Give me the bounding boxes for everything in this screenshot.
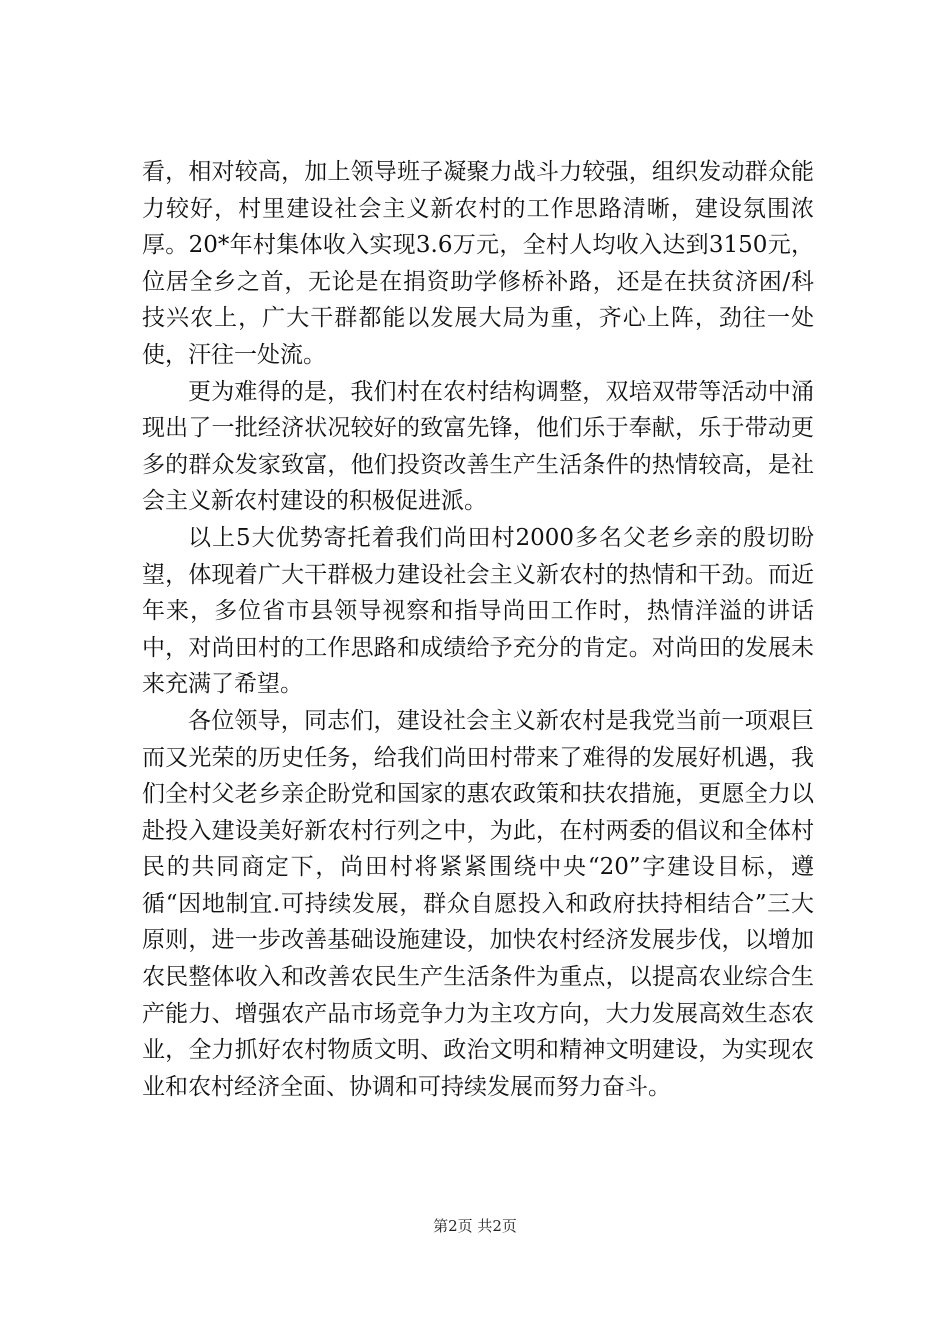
page-number-footer: 第2页 共2页 (433, 1217, 517, 1235)
paragraph-3: 以上5大优势寄托着我们尚田村2000多名父老乡亲的殷切盼望，体现着广大干群极力建设社会主义新农村的热情和干劲。而近年来，多位省市县领导视察和指导尚田工作时，热情洋溢的讲话中，对尚田村的工作思路和成绩给予充分的肯定。对尚田的发展未来充满了希望。 (142, 524, 814, 698)
paragraph-4: 各位领导，同志们，建设社会主义新农村是我党当前一项艰巨而又光荣的历史任务，给我们尚田村带来了难得的发展好机遇，我们全村父老乡亲企盼党和国家的惠农政策和扶农措施，更愿全力以赴投入建设美好新农村行列之中，为此，在村两委的倡议和全体村民的共同商定下，尚田村将紧紧围绕中央“20”字建设目标，遵循“因地制宜.可持续发展，群众自愿投入和政府扶持相结合”三大原则，进一步改善基础设施建设，加快农村经济发展步伐，以增加农民整体收入和改善农民生产生活条件为重点，以提高农业综合生产能力、增强农产品市场竞争力为主攻方向，大力发展高效生态农业，全力抓好农村物质文明、政治文明和精神文明建设，为实现农业和农村经济全面、协调和可持续发展而努力奋斗。 (142, 707, 814, 1100)
document-body (142, 154, 814, 1105)
paragraph-2: 更为难得的是，我们村在农村结构调整，双培双带等活动中涌现出了一批经济状况较好的致富先锋，他们乐于奉献，乐于带动更多的群众发家致富，他们投资改善生产生活条件的热情较高，是社会主义新农村建设的积极促进派。 (142, 378, 814, 515)
paragraph-1: 看，相对较高，加上领导班子凝聚力战斗力较强，组织发动群众能力较好，村里建设社会主义新农村的工作思路清晰，建设氛围浓厚。20*年村集体收入实现3.6万元，全村人均收入达到3150元，位居全乡之首，无论是在捐资助学修桥补路，还是在扶贫济困/科技兴农上，广大干群都能以发展大局为重，齐心上阵，劲往一处使，汗往一处流。 (142, 159, 814, 368)
